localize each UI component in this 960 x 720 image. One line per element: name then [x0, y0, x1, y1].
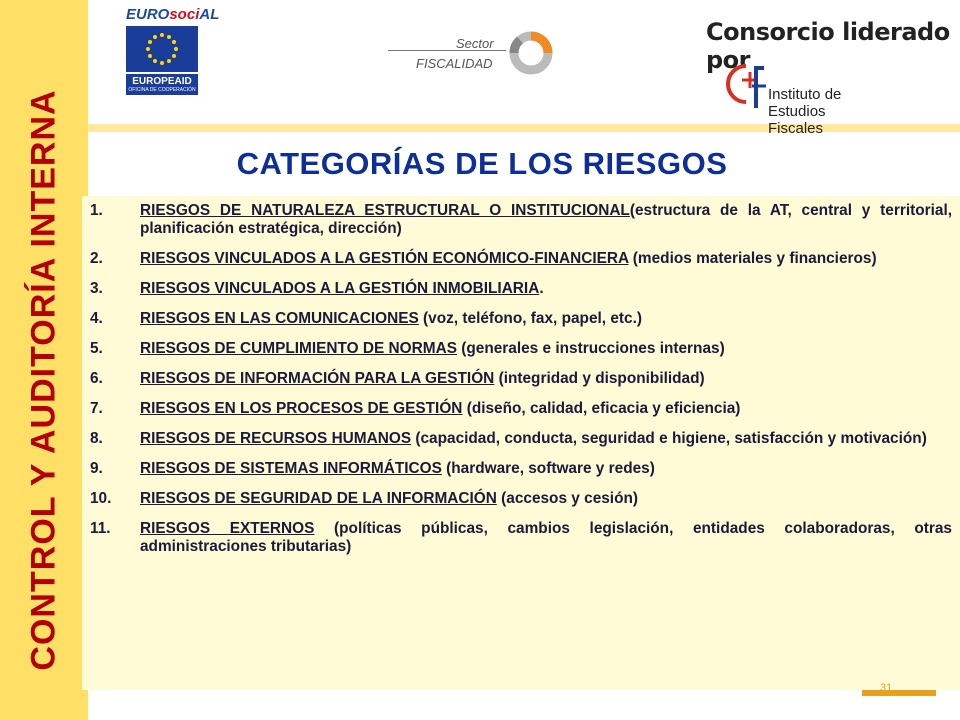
- consorcio-title: Consorcio liderado por: [706, 18, 950, 74]
- sector-ring-icon: [506, 28, 556, 78]
- ief-text: Instituto de Estudios Fiscales: [768, 86, 842, 137]
- list-item: 10. RIESGOS DE SEGURIDAD DE LA INFORMACIÓN (accesos y cesión): [90, 490, 639, 507]
- list-item: 4. RIESGOS EN LAS COMUNICACIONES (voz, teléfono, fax, papel, etc.): [90, 310, 642, 327]
- europeaid-box: EUROPEAID OFICINA DE COOPERACIÓN: [126, 74, 198, 95]
- slide-title: CATEGORÍAS DE LOS RIESGOS: [236, 146, 728, 181]
- list-item: 2. RIESGOS VINCULADOS A LA GESTIÓN ECONÓMICO-FINANCIERA (medios materiales y financieros): [90, 250, 877, 267]
- vertical-title: CONTROL Y AUDITORÍA INTERNA: [24, 89, 63, 671]
- sector-fiscalidad-logo: Sector FISCALIDAD: [388, 26, 558, 86]
- ief-mark-icon: [716, 58, 776, 118]
- eurosocial-wordmark: EUROsociAL: [126, 6, 220, 23]
- list-item: 3. RIESGOS VINCULADOS A LA GESTIÓN INMOBILIARIA.: [90, 280, 544, 297]
- list-item: 9. RIESGOS DE SISTEMAS INFORMÁTICOS (hardware, software y redes): [90, 460, 655, 477]
- eu-flag-icon: [126, 26, 198, 72]
- list-item: 11. RIESGOS EXTERNOS (políticas públicas, cambios legislación, entidades colaboradoras, otras administraciones tributarias): [90, 520, 952, 555]
- ief-logo: [706, 54, 864, 137]
- list-item: 1. RIESGOS DE NATURALEZA ESTRUCTURAL O INSTITUCIONAL(estructura de la AT, central y territorial, planificación estratégica, dirección): [90, 202, 952, 237]
- left-sidebar: [0, 0, 88, 720]
- list-item: 7. RIESGOS EN LOS PROCESOS DE GESTIÓN (diseño, calidad, eficacia y eficiencia): [90, 400, 741, 417]
- list-item: 6. RIESGOS DE INFORMACIÓN PARA LA GESTIÓN (integridad y disponibilidad): [90, 370, 705, 387]
- risk-list-panel: [82, 196, 960, 690]
- eurosocial-logo: [126, 6, 226, 95]
- list-item: 8. RIESGOS DE RECURSOS HUMANOS (capacidad, conducta, seguridad e higiene, satisfacción y motivación): [90, 430, 927, 447]
- list-item: 5. RIESGOS DE CUMPLIMIENTO DE NORMAS (generales e instrucciones internas): [90, 340, 725, 357]
- risk-list: [82, 196, 960, 556]
- page-number: 31: [880, 682, 893, 694]
- page-number-bar: [862, 690, 936, 696]
